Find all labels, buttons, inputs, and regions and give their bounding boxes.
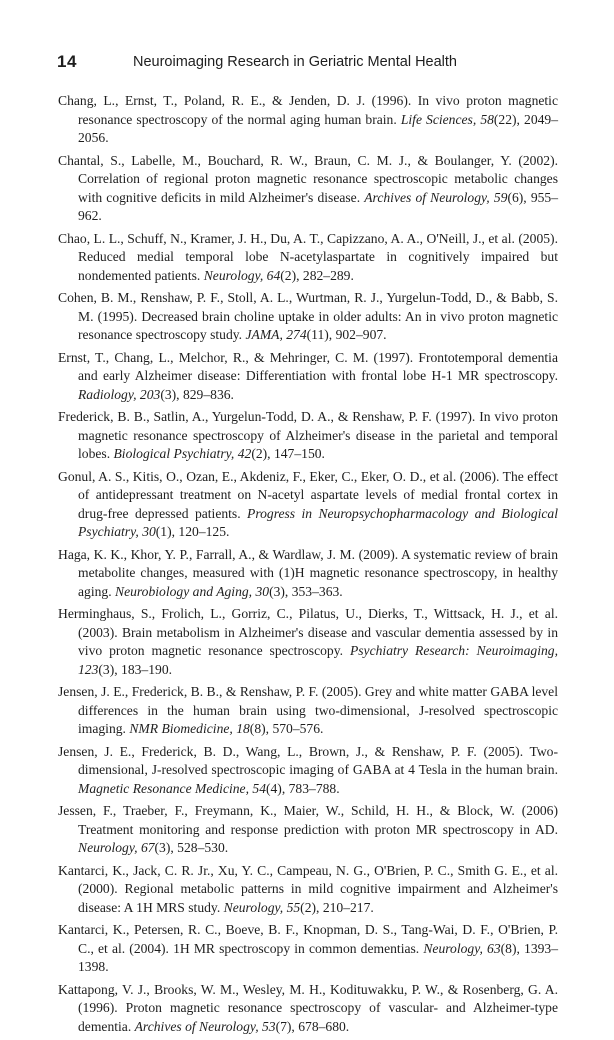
reference-entry xyxy=(58,802,558,858)
reference-entry xyxy=(58,683,558,739)
issue-pages: (11), 902–907. xyxy=(306,327,387,342)
reference-entry xyxy=(58,546,558,602)
reference-entry xyxy=(58,289,558,345)
reference-text: Chang, L., Ernst, T., Poland, R. E., & Jenden, D. J. (1996). In vivo proton magnetic resonance spectroscopy of the normal aging human brain. xyxy=(58,93,558,127)
issue-pages: (3), 183–190. xyxy=(98,661,173,677)
reference-entry xyxy=(58,230,558,286)
reference-list xyxy=(58,92,558,1040)
reference-text: Kantarci, K., Jack, C. R. Jr., Xu, Y. C., Campeau, N. G., O'Brien, P. C., Smith G. E., et al. (2000). Regional metabolic patterns in mild cognitive impairment and Alzheimer's disease: A 1H MRS study. xyxy=(58,862,558,915)
journal-title: Archives of Neurology xyxy=(134,1018,256,1034)
page-number: 14 xyxy=(57,52,77,71)
journal-title: Neurology xyxy=(203,267,260,283)
volume-number: 53 xyxy=(261,1018,276,1034)
reference-text: Kattapong, V. J., Brooks, W. M., Wesley, M. H., Kodituwakku, P. W., & Rosenberg, G. A. (1996). Proton magnetic resonance spectroscopy of vascular- and Alzheimer-type dementia. xyxy=(58,981,558,1034)
journal-title: Neurology xyxy=(78,840,135,855)
separator: , xyxy=(255,1018,262,1034)
reference-entry xyxy=(58,349,558,405)
reference-entry xyxy=(58,981,558,1037)
reference-text: Cohen, B. M., Renshaw, P. F., Stoll, A. L., Wurtman, R. J., Yurgelun-Todd, D., & Babb, S. M. (1995). Decreased brain choline uptake in older adults: An in vivo proton magnetic resonance spectroscopy study. xyxy=(58,290,558,342)
reference-text: Jessen, F., Traeber, F., Freymann, K., Maier, W., Schild, H. H., & Block, W. (2006) Treatment monitoring and response prediction with proton MR spectroscopy in AD. xyxy=(58,803,558,837)
journal-title: Radiology xyxy=(78,386,134,402)
volume-number: 42 xyxy=(237,446,252,461)
separator: , xyxy=(259,267,267,283)
issue-pages: (8), 570–576. xyxy=(249,721,324,736)
reference-entry xyxy=(58,921,558,977)
issue-pages: (22), 2049–2056. xyxy=(78,111,559,145)
journal-title: Biological Psychiatry xyxy=(113,446,231,461)
volume-number: 203 xyxy=(139,386,161,402)
reference-text: Jensen, J. E., Frederick, B. D., Wang, L., Brown, J., & Renshaw, P. F. (2005). Two-dimensional, J-resolved spectroscopic imaging of GABA at 4 Tesla in the human brain. xyxy=(58,743,558,777)
separator: , xyxy=(134,840,141,855)
volume-number: 67 xyxy=(140,840,155,855)
separator: , xyxy=(279,327,287,342)
page-header xyxy=(57,52,574,76)
separator: , xyxy=(479,940,488,956)
separator: , xyxy=(472,111,481,127)
running-title: Neuroimaging Research in Geriatric Mental Health xyxy=(133,54,457,70)
journal-title: JAMA xyxy=(245,327,280,342)
reference-text: Kantarci, K., Petersen, R. C., Boeve, B. F., Knopman, D. S., Tang-Wai, D. F., O'Brien, P. C., et al. (2004). 1H MR spectroscopy in common dementias. xyxy=(58,922,558,956)
issue-pages: (2), 282–289. xyxy=(280,267,354,283)
volume-number: 58 xyxy=(480,111,494,127)
reference-entry xyxy=(58,408,558,464)
issue-pages: (7), 678–680. xyxy=(275,1018,350,1034)
separator: , xyxy=(486,189,494,205)
issue-pages: (8), 1393–1398. xyxy=(78,940,559,974)
reference-text: Ernst, T., Chang, L., Melchor, R., & Mehringer, C. M. (1997). Frontotemporal dementia and early Alzheimer disease: Differentiation with frontal lobe H-1 MR spectroscopy. xyxy=(58,349,558,383)
separator: , xyxy=(230,446,238,461)
separator: , xyxy=(229,721,237,736)
journal-title: Neurobiology and Aging xyxy=(115,583,249,599)
issue-pages: (3), 353–363. xyxy=(269,583,343,599)
journal-title: Archives of Neurology xyxy=(364,189,487,205)
journal-title: Progress in Neuropsychopharmacology and Biological Psychiatry xyxy=(78,505,558,539)
issue-pages: (6), 955–962. xyxy=(78,189,559,223)
volume-number: 64 xyxy=(266,267,281,283)
volume-number: 30 xyxy=(142,524,156,539)
issue-pages: (2), 147–150. xyxy=(251,446,325,461)
journal-title: Psychiatry Research: Neuroimaging xyxy=(349,643,555,658)
reference-text: Gonul, A. S., Kitis, O., Ozan, E., Akdeniz, F., Eker, C., Eker, O. D., et al. (2006). The effect of antidepressant treatment on N-acetyl aspartate levels of medial frontal cortex in drug-free depressed patients. xyxy=(58,468,558,521)
issue-pages: (3), 829–836. xyxy=(160,386,234,402)
issue-pages: (1), 120–125. xyxy=(155,524,230,539)
reference-entry xyxy=(58,152,558,226)
reference-entry xyxy=(58,468,558,542)
separator: , xyxy=(245,780,253,796)
issue-pages: (3), 528–530. xyxy=(154,840,229,855)
reference-entry xyxy=(58,605,558,679)
issue-pages: (4), 783–788. xyxy=(265,780,340,796)
volume-number: 274 xyxy=(286,327,307,342)
separator: , xyxy=(133,386,140,402)
reference-text: Jensen, J. E., Frederick, B. B., & Renshaw, P. F. (2005). Grey and white matter GABA level differences in the human brain using two-dimensional, J-resolved spectroscopic imaging. xyxy=(58,684,558,736)
reference-entry xyxy=(58,92,558,148)
journal-title: NMR Biomedicine xyxy=(129,721,230,736)
separator: , xyxy=(554,643,558,658)
journal-title: Neurology xyxy=(423,940,480,956)
reference-text: Herminghaus, S., Frolich, L., Gorriz, C., Pilatus, U., Dierks, T., Wittsack, H. J., et al. (2003). Brain metabolism in Alzheimer's disease and vascular dementia assessed by in vivo proton magnetic resonance spectroscopy. xyxy=(58,606,558,658)
reference-entry xyxy=(58,743,558,799)
reference-entry xyxy=(58,862,558,918)
volume-number: 59 xyxy=(493,189,508,205)
journal-title: Neurology xyxy=(223,899,280,915)
volume-number: 63 xyxy=(487,940,501,956)
issue-pages: (2), 210–217. xyxy=(300,899,374,915)
reference-text: Chao, L. L., Schuff, N., Kramer, J. H., Du, A. T., Capizzano, A. A., O'Neill, J., et al. (2005). Reduced medial temporal lobe N-acetylaspartate in cognitively impaired but nondemented patients. xyxy=(58,230,558,283)
volume-number: 55 xyxy=(286,899,301,915)
reference-text: Chantal, S., Labelle, M., Bouchard, R. W., Braun, C. M. J., & Boulanger, Y. (2002). Correlation of regional proton magnetic resonance spectroscopic metabolic changes with cognitive deficits in mild Alzheimer's disease. xyxy=(58,152,558,205)
reference-text: Frederick, B. B., Satlin, A., Yurgelun-Todd, D. A., & Renshaw, P. F. (1997). In vivo proton magnetic resonance spectroscopy of Alzheimer's disease in the parietal and temporal lobes. xyxy=(58,409,558,461)
volume-number: 123 xyxy=(78,661,99,677)
volume-number: 54 xyxy=(252,780,266,796)
separator: , xyxy=(279,899,287,915)
volume-number: 18 xyxy=(236,721,250,736)
journal-title: Life Sciences xyxy=(400,111,473,127)
reference-text: Haga, K. K., Khor, Y. P., Farrall, A., & Wardlaw, J. M. (2009). A systematic review of brain metabolite changes, measured with (1)H magnetic resonance spectroscopy, in healthy aging. xyxy=(58,546,558,599)
separator: , xyxy=(135,524,143,539)
journal-title: Magnetic Resonance Medicine xyxy=(78,780,246,796)
separator: , xyxy=(248,583,256,599)
volume-number: 30 xyxy=(255,583,270,599)
